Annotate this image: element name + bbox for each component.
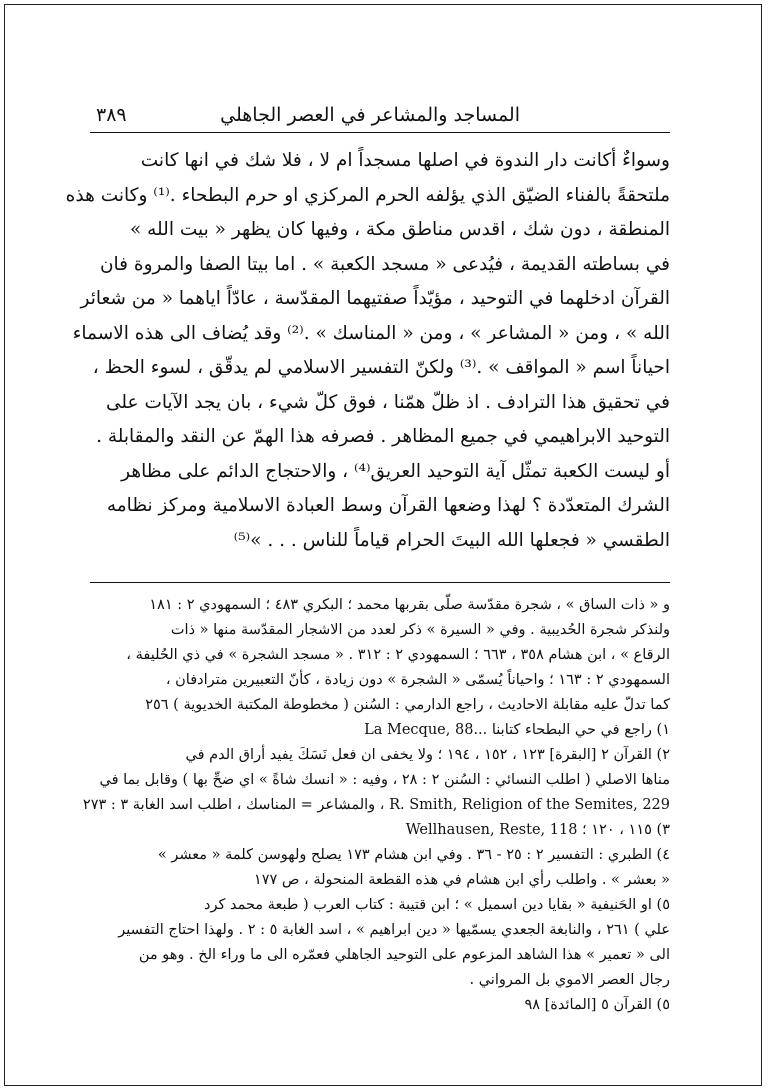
footnotes xyxy=(82,593,670,1018)
footnote-line: ٣) ١١٥ ، ١٢٠ ؛ Wellhausen, Reste, 118 xyxy=(405,822,670,838)
footnote-line: ١) راجع في حي البطحاء كتابنا ...La Mecque, 88 xyxy=(364,722,670,738)
document-page xyxy=(65,98,670,1018)
footnote-line: رجال العصر الاموي بل المرواني . xyxy=(469,972,670,988)
body-line: المنطقة ، دون شك ، اقدس مناطق مكة ، وفيها كان يظهر « بيت الله » xyxy=(129,219,670,240)
body-line: ملتحقةً بالفناء الضيّق الذي يؤلفه الحرم المركزي او حرم البطحاء .⁽¹⁾ وكانت هذه xyxy=(65,184,670,206)
footnote-line: R. Smith, Religion of the Semites, 229 ، والمشاعر = المناسك ، اطلب اسد الغابة ٣ : ٢٧٣ xyxy=(82,797,670,813)
body-line: التوحيد الابراهيمي في جميع المظاهر . فصرفه هذا الهمّ عن النقد والمقابلة . xyxy=(96,426,670,447)
footnote-line: ٢) القرآن ٢ [البقرة] ١٢٣ ، ١٥٢ ، ١٩٤ ؛ ولا يخفى ان فعل نَسَكَ يفيد أراق الدم في xyxy=(185,747,670,763)
footnote-line: و « ذات الساق » ، شجرة مقدّسة صلّى بقربها محمد ؛ البكري ٤٨٣ ؛ السمهودي ٢ : ١٨١ xyxy=(149,597,670,613)
body-line: وسواءٌ أكانت دار الندوة في اصلها مسجداً ام لا ، فلا شك في انها كانت xyxy=(140,150,670,171)
footnote-line: ولنذكر شجرة الحُديبية . وفي « السيرة » ذكر لعدد من الاشجار المقدّسة منها « ذات xyxy=(170,622,670,638)
footnote-line: ٥) القرآن ٥ [المائدة] ٩٨ xyxy=(524,997,670,1013)
body-line: الطقسي « فجعلها الله البيتَ الحرام قياماً للناس . . . »⁽⁵⁾ xyxy=(233,529,670,551)
body-text xyxy=(65,144,670,558)
running-title: المساجد والمشاعر في العصر الجاهلي xyxy=(220,104,520,126)
header-rule xyxy=(90,132,670,133)
footnote-line: مناها الاصلي ( اطلب النسائي : السُنن ٢ : ٢٨ ، وفيه : « انسك شاةً » اي ضحِّ بها ) وقابل بما في xyxy=(99,772,670,788)
footnote-line: كما تدلّ عليه مقابلة الاحاديث ، راجع الدارمي : السُنن ( مخطوطة المكتبة الخديوية ) ٢٥٦ xyxy=(145,697,670,713)
footnote-line: « بعشر » . واطلب رأي ابن هشام في هذه القطعة المنحولة ، ص ١٧٧ xyxy=(253,872,670,888)
page-number: ٣٨٩ xyxy=(96,104,127,126)
running-header xyxy=(90,98,670,136)
footnote-separator xyxy=(90,582,670,583)
body-line: في تحقيق هذا الترادف . اذ ظلّ همّنا ، فوق كلّ شيء ، بان يجد الآيات على xyxy=(106,391,670,413)
body-line: الله » ، ومن « المشاعر » ، ومن « المناسك » .⁽²⁾ وقد يُضاف الى هذه الاسماء xyxy=(72,322,670,344)
body-line: في بساطته القديمة ، فيُدعى « مسجد الكعبة » . اما بيتا الصفا والمروة فان xyxy=(99,253,670,275)
body-line: احياناً اسم « المواقف » .⁽³⁾ ولكنّ التفسير الاسلامي لم يدقّق ، لسوء الحظ ، xyxy=(92,357,670,378)
footnote-line: السمهودي ٢ : ١٦٣ ؛ واحياناً يُسمّى « الشجرة » دون زيادة ، كأنّ التعبيرين مترادفان ، xyxy=(165,672,670,688)
footnote-line: ٤) الطبري : التفسير ٢ : ٢٥ - ٣٦ . وفي ابن هشام ١٧٣ يصلح ولهوسن كلمة « معشر » xyxy=(157,847,670,863)
footnote-line: علي ) ٢٦١ ، والنابغة الجعدي يسمّيها « دين ابراهيم » ، اسد الغابة ٥ : ٢ . ولهذا احتاج التفسير xyxy=(118,922,670,938)
footnote-line: ٥) او الحَنيفية « بقايا دين اسميل » ؛ ابن قتيبة : كتاب العرب ( طبعة محمد كرد xyxy=(203,897,670,913)
footnote-line: الرقاع » ، ابن هشام ٣٥٨ ، ٦٦٣ ؛ السمهودي ٢ : ٣١٢ . « مسجد الشجرة » في ذي الحُليفة ، xyxy=(126,647,670,663)
body-line: أو ليست الكعبة تمثّل آية التوحيد العريق⁽⁴⁾ ، والاحتجاج الدائم على مظاهر xyxy=(121,460,670,482)
body-line: القرآن ادخلهما في التوحيد ، مؤيّداً صفتيهما المقدّسة ، عادّاً اياهما « من شعائر xyxy=(80,288,670,309)
footnote-line: الى « تعمير » هذا الشاهد المزعوم على التوحيد الجاهلي فعمّره الى ما وراء الخ . وهو من xyxy=(138,947,670,963)
body-line: الشرك المتعدّدة ؟ لهذا وضعها القرآن وسط العبادة الاسلامية ومركز نظامه xyxy=(106,495,670,516)
